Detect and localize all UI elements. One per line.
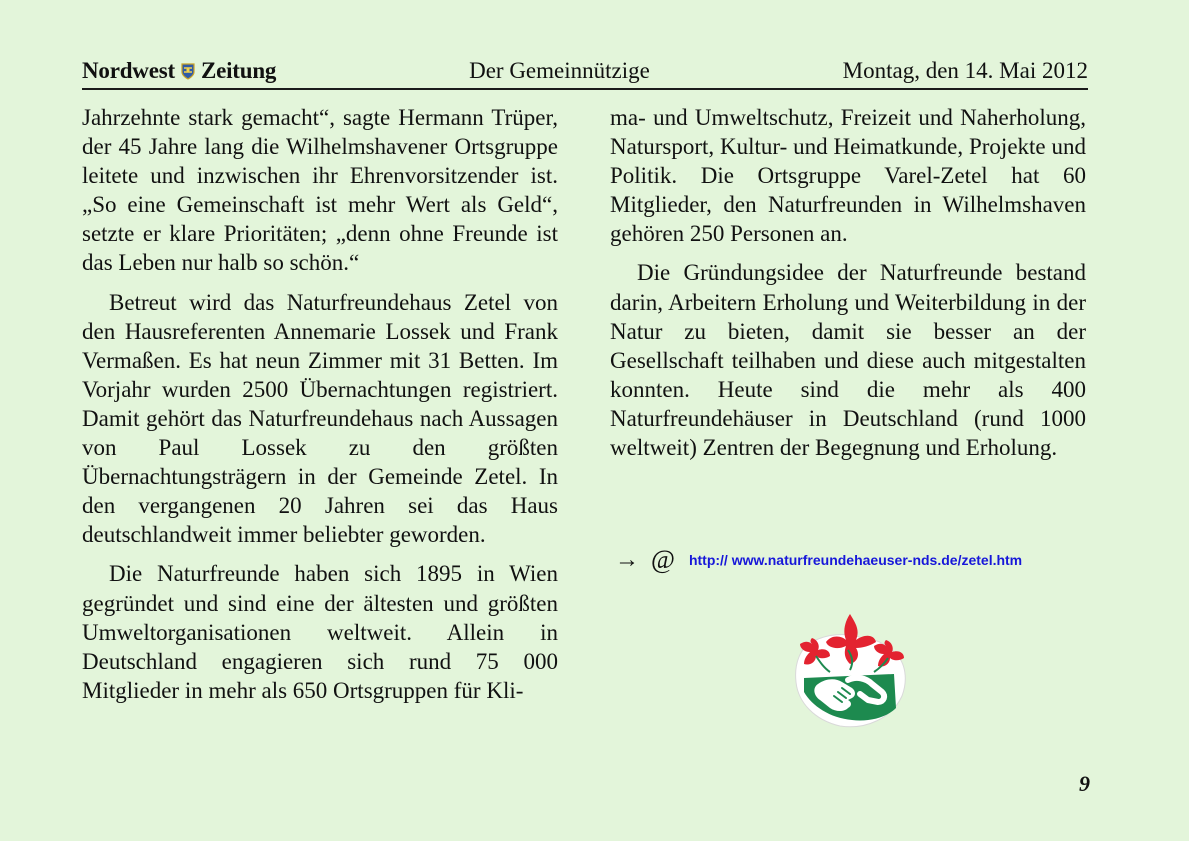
left-column (82, 103, 558, 705)
left-paragraph-1: Jahrzehnte stark gemacht“, sagte Hermann Trüper, der 45 Jahre lang die Wilhelmshavener Ortsgruppe leitete und inzwischen ihr Ehrenvorsitzender ist. „So eine Gemeinschaft ist mehr Wert als Geld“, setzte er klare Prioritäten; „denn ohne Freunde ist das Leben nur halb so schön.“ (82, 105, 558, 276)
issue-date: Montag, den 14. Mai 2012 (842, 58, 1088, 83)
page-number: 9 (1079, 771, 1090, 796)
masthead (82, 58, 276, 84)
page-header (82, 56, 1088, 90)
website-link[interactable]: http:// www.naturfreundehaeuser-nds.de/zetel.htm (688, 552, 1023, 568)
masthead-left: Nordwest (82, 58, 175, 83)
right-column (610, 103, 1086, 462)
coat-of-arms-icon (181, 63, 195, 80)
section-title: Der Gemeinnützige (469, 58, 650, 83)
left-paragraph-3: Die Naturfreunde haben sich 1895 in Wien gegründet und sind eine der ältesten und größten Umweltorganisationen weltweit. Allein in Deutschland engagieren sich rund 75 000 Mitglieder in mehr als 650 Ortsgruppen für Kli- (82, 561, 558, 703)
naturfreunde-logo (790, 608, 910, 730)
right-paragraph-2: Die Gründungsidee der Naturfreunde bestand darin, Arbeitern Erholung und Weiterbildung in der Natur zu bieten, damit sie besser an der Gesellschaft teilhaben und diese auch mitgestalten konnten. Heute sind die mehr als 400 Naturfreundehäuser in Deutschland (rund 1000 weltweit) Zentren der Begegnung und Erholung. (610, 260, 1086, 461)
at-sign-icon: @ (651, 545, 675, 574)
left-paragraph-2: Betreut wird das Naturfreundehaus Zetel von den Hausreferenten Annemarie Lossek und Frank Vermaßen. Es hat neun Zimmer mit 31 Betten. Im Vorjahr wurden 2500 Übernachtungen registriert. Damit gehört das Naturfreundehaus nach Aussagen von Paul Lossek zu den größten Übernachtungsträgern in der Gemeinde Zetel. In den vergangenen 20 Jahren sei das Haus deutschlandweit immer beliebter geworden. (82, 289, 558, 548)
arrow-right-icon: → (615, 547, 639, 573)
right-paragraph-1: ma- und Umweltschutz, Freizeit und Naherholung, Natursport, Kultur- und Heimatkunde, Projekte und Politik. Die Ortsgruppe Varel-Zetel hat 60 Mitglieder, den Naturfreunden in Wilhelmshaven gehören 250 Personen an. (610, 105, 1086, 247)
web-link-row (615, 545, 1022, 575)
masthead-right: Zeitung (200, 58, 277, 83)
